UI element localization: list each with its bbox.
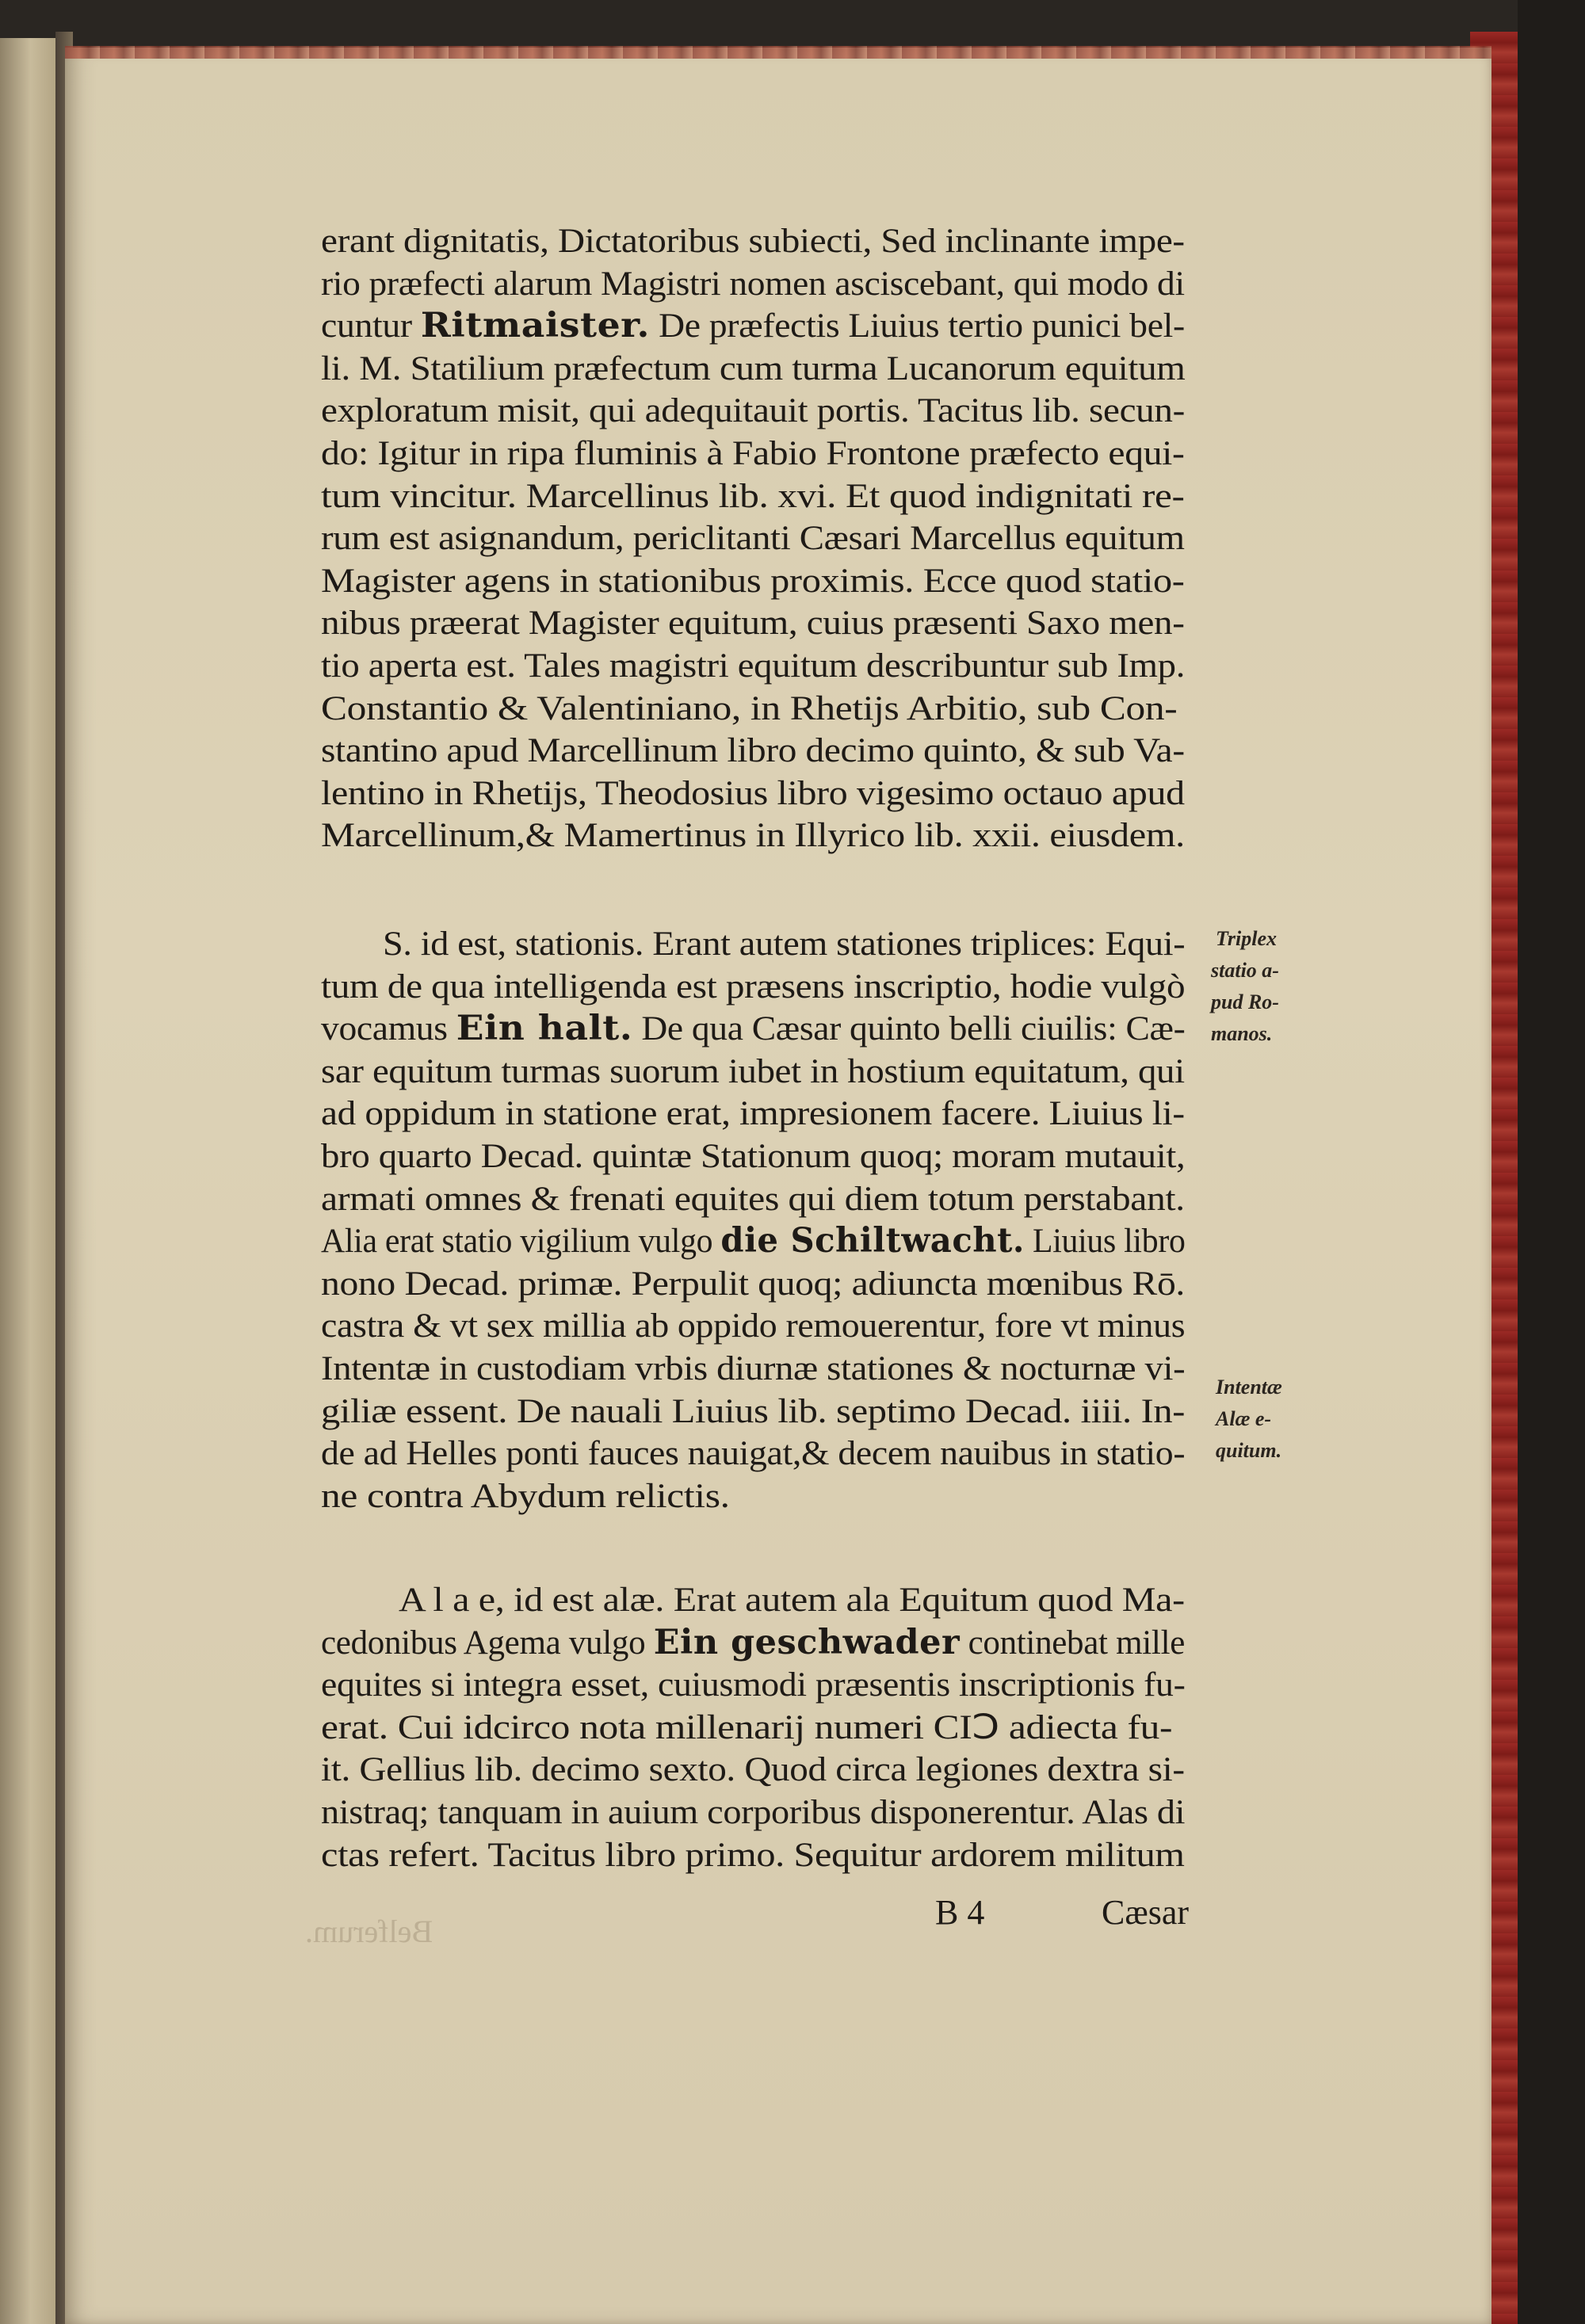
paragraph1-line: rio præfecti alarum Magistri nomen asciscebant, qui modo di xyxy=(321,265,1185,303)
paragraph2-line: ne contra Abydum relictis. xyxy=(321,1478,730,1515)
paragraph2-line: S. id est, stationis. Erant autem stationes triplices: Equi- xyxy=(383,925,1186,963)
marginal-note-note1-line: statio a- xyxy=(1211,959,1279,982)
text-segment: Liuius libro xyxy=(1024,1223,1186,1260)
paragraph1-line: stantino apud Marcellinum libro decimo quinto, & sub Va- xyxy=(321,732,1185,769)
text-segment: De præfectis Liuius tertio punici bel- xyxy=(649,307,1185,345)
paragraph1-line: erant dignitatis, Dictatoribus subiecti, Sed inclinante impe- xyxy=(321,223,1185,260)
paragraph2-line: de ad Helles ponti fauces nauigat,& decem nauibus in statio- xyxy=(321,1435,1186,1472)
marginal-note-note2-line: Intentæ xyxy=(1216,1376,1282,1399)
paragraph1-line: Magister agens in stationibus proximis. Ecce quod statio- xyxy=(321,563,1185,600)
paragraph2-line: armati omnes & frenati equites qui diem totum perstabant. xyxy=(321,1181,1185,1218)
text-segment: cuntur xyxy=(321,307,421,345)
paragraph1-line: tum vincitur. Marcellinus lib. xvi. Et quod indignitati re- xyxy=(321,478,1185,515)
paragraph1-line: li. M. Statilium præfectum cum turma Lucanorum equitum xyxy=(321,350,1186,387)
paragraph1-line: do: Igitur in ripa fluminis à Fabio Frontone præfecto equi- xyxy=(321,435,1185,472)
paragraph2-line: nono Decad. primæ. Perpulit quoq; adiuncta mœnibus Rō. xyxy=(321,1265,1185,1303)
paragraph2-line: giliæ essent. De nauali Liuius lib. septimo Decad. iiii. In- xyxy=(321,1393,1186,1430)
paragraph2-line: ad oppidum in statione erat, impresionem facere. Liuius li- xyxy=(321,1095,1185,1132)
blackletter-word: Ein geschwader xyxy=(653,1623,961,1662)
paragraph2-line: castra & vt sex millia ab oppido remouerentur, fore vt minus xyxy=(321,1307,1186,1345)
text-segment: cedonibus Agema vulgo xyxy=(321,1624,654,1662)
marginal-note-note2-line: quitum. xyxy=(1216,1439,1282,1462)
paragraph1-line: Constantio & Valentiniano, in Rhetijs Arbitio, sub Con- xyxy=(321,690,1178,727)
marginal-note-note2-line: Alæ e- xyxy=(1216,1407,1272,1430)
paragraph2-line: Intentæ in custodiam vrbis diurnæ stationes & nocturnæ vi- xyxy=(321,1350,1186,1387)
marginal-note-note1-line: manos. xyxy=(1211,1022,1273,1045)
paragraph2-line xyxy=(321,1009,1186,1048)
paragraph3-line xyxy=(321,1623,1186,1662)
paragraph1-line: nibus præerat Magister equitum, cuius præsenti Saxo men- xyxy=(321,605,1185,642)
paragraph3-line: ctas refert. Tacitus libro primo. Sequitur ardorem militum xyxy=(321,1837,1185,1874)
paragraph1-line xyxy=(321,306,1185,345)
facing-page-edge xyxy=(0,38,58,2324)
text-segment: continebat mille xyxy=(960,1624,1186,1662)
blackletter-word: die Schiltwacht. xyxy=(720,1221,1025,1261)
paragraph3-line: erat. Cui idcirco nota millenarij numeri CIↃ adiecta fu- xyxy=(321,1709,1173,1746)
signature-mark: B 4 xyxy=(935,1893,985,1932)
text-segment: Alia erat statio vigilium vulgo xyxy=(321,1223,721,1260)
paragraph1-line: rum est asignandum, periclitanti Cæsari Marcellus equitum xyxy=(321,520,1185,557)
paragraph1-line: lentino in Rhetijs, Theodosius libro vigesimo octauo apud xyxy=(321,775,1185,812)
paragraph2-line: sar equitum turmas suorum iubet in hostium equitatum, qui xyxy=(321,1053,1185,1090)
marginal-note-note1-line: Triplex xyxy=(1216,927,1278,950)
paragraph2-line: bro quarto Decad. quintæ Stationum quoq; moram mutauit, xyxy=(321,1138,1186,1175)
paragraph1-line: tio aperta est. Tales magistri equitum describuntur sub Imp. xyxy=(321,647,1186,685)
paragraph3-line: it. Gellius lib. decimo sexto. Quod circa legiones dextra si- xyxy=(321,1751,1185,1788)
marginal-note-note1-line: pud Ro- xyxy=(1211,990,1279,1013)
paragraph1-line: exploratum misit, qui adequitauit portis. Tacitus lib. secun- xyxy=(321,392,1185,429)
blackletter-word: Ein halt. xyxy=(456,1009,633,1048)
paragraph3-line: nistraq; tanquam in auium corporibus disponerentur. Alas di xyxy=(321,1794,1186,1831)
text-segment: De qua Cæsar quinto belli ciuilis: Cæ- xyxy=(632,1010,1186,1048)
catchword: Cæsar xyxy=(1102,1893,1189,1932)
paragraph1-line: Marcellinum,& Mamertinus in Illyrico lib. xxii. eiusdem. xyxy=(321,817,1185,854)
paragraph3-line: A l a e, id est alæ. Erat autem ala Equitum quod Ma- xyxy=(399,1582,1185,1619)
blackletter-word: Ritmaister. xyxy=(420,306,650,345)
text-segment: vocamus xyxy=(321,1010,456,1048)
paragraph2-line: tum de qua intelligenda est præsens inscriptio, hodie vulgò xyxy=(321,968,1186,1006)
page-top-edge xyxy=(65,46,1491,59)
background-right xyxy=(1518,0,1585,2324)
bleed-through-text: Belferum. xyxy=(305,1914,433,1949)
paragraph2-line xyxy=(321,1221,1186,1261)
paragraph3-line: equites si integra esset, cuiusmodi præsentis inscriptionis fu- xyxy=(321,1666,1186,1704)
